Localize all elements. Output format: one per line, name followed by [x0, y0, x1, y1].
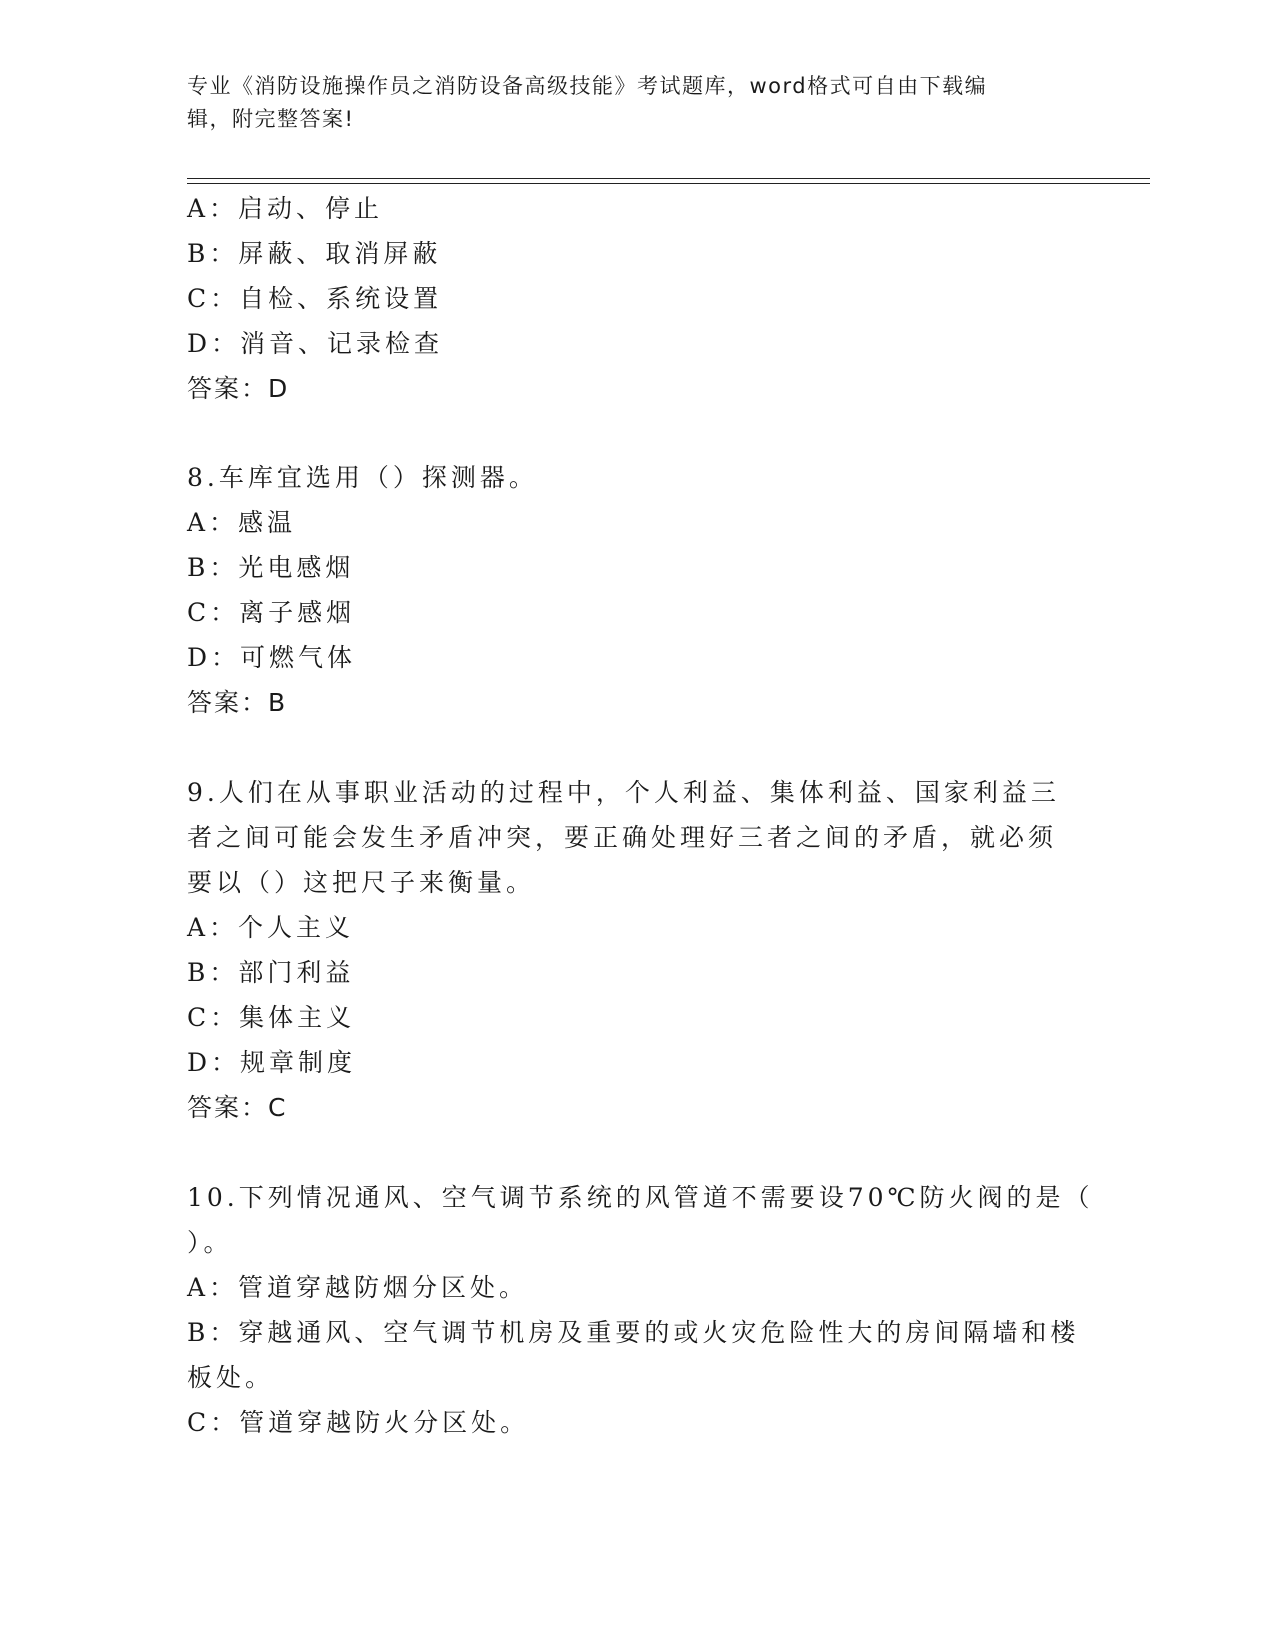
q9-stem-line-3: 要以（）这把尺子来衡量。 [187, 868, 536, 897]
q10-option-b-line-1: B：穿越通风、空气调节机房及重要的或火灾危险性大的房间隔墙和楼 [187, 1318, 1080, 1347]
q9-option-b: B：部门利益 [187, 958, 355, 987]
q10-option-a: A：管道穿越防烟分区处。 [187, 1273, 529, 1302]
q10-option-b-line-2: 板处。 [187, 1363, 275, 1392]
q9-option-c: C：集体主义 [187, 1003, 356, 1032]
q8-option-b: B：光电感烟 [187, 553, 355, 582]
q7-option-b: B：屏蔽、取消屏蔽 [187, 239, 442, 268]
q10-stem-line-1: 10.下列情况通风、空气调节系统的风管道不需要设70℃防火阀的是（ [187, 1183, 1094, 1212]
header-line-2: 辑，附完整答案! [187, 107, 355, 131]
q7-option-a: A：启动、停止 [187, 194, 384, 223]
q8-answer: 答案：B [187, 688, 288, 717]
q7-option-c: C：自检、系统设置 [187, 284, 443, 313]
header-rule-top [187, 178, 1150, 179]
q7-option-d: D：消音、记录检查 [187, 329, 444, 358]
q8-stem: 8.车库宜选用（）探测器。 [187, 463, 538, 492]
q9-option-a: A：个人主义 [187, 913, 355, 942]
q8-option-c: C：离子感烟 [187, 598, 356, 627]
q7-answer: 答案：D [187, 374, 290, 403]
q9-stem-line-1: 9.人们在从事职业活动的过程中，个人利益、集体利益、国家利益三 [187, 778, 1060, 807]
q9-answer: 答案：C [187, 1093, 288, 1122]
q8-option-d: D：可燃气体 [187, 643, 357, 672]
q10-stem-line-2: ）。 [187, 1228, 233, 1257]
header-line-1: 专业《消防设施操作员之消防设备高级技能》考试题库，word格式可自由下载编 [187, 74, 988, 98]
header-rule-bottom [187, 183, 1150, 184]
q10-option-c: C：管道穿越防火分区处。 [187, 1408, 530, 1437]
q9-stem-line-2: 者之间可能会发生矛盾冲突，要正确处理好三者之间的矛盾，就必须 [187, 823, 1058, 852]
q8-option-a: A：感温 [187, 508, 297, 537]
document-header [187, 70, 1067, 136]
q9-option-d: D：规章制度 [187, 1048, 357, 1077]
